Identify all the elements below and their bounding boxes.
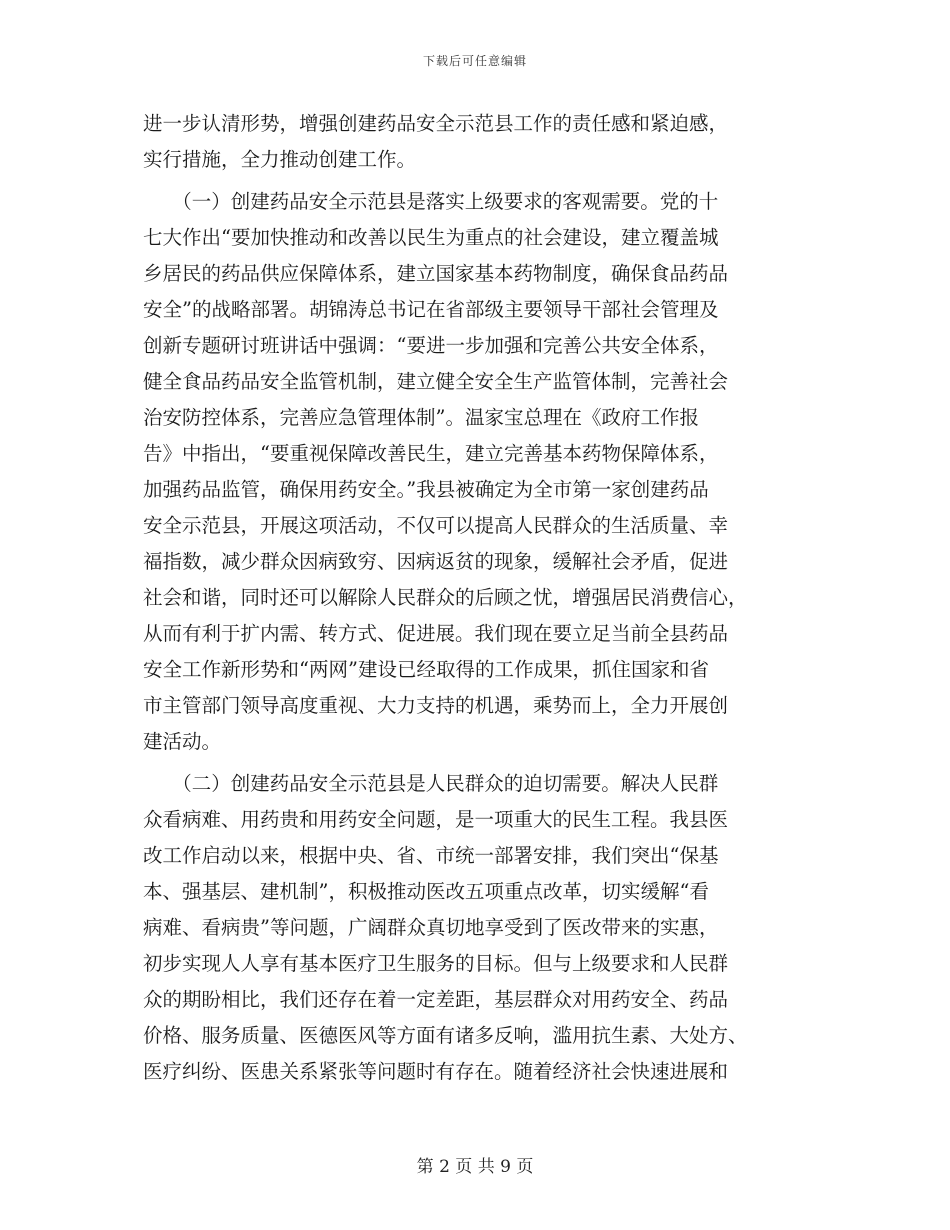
text-line: 福指数，减少群众因病致穷、因病返贫的现象，缓解社会矛盾，促进 — [143, 550, 729, 573]
text-line: 加强药品监管，确保用药安全。”我县被确定为全市第一家创建药品 — [143, 478, 709, 501]
text-line: 众的期盼相比，我们还存在着一定差距，基层群众对用药安全、药品 — [143, 988, 729, 1011]
text-line: （二）创建药品安全示范县是人民群众的迫切需要。解决人民群 — [143, 772, 719, 795]
text-line: 初步实现人人享有基本医疗卫生服务的目标。但与上级要求和人民群 — [143, 952, 729, 975]
text-line: 病难、看病贵”等问题，广阔群众真切地享受到了医改带来的实惠， — [143, 916, 719, 939]
text-line: 改工作启动以来，根据中央、省、市统一部署安排，我们突出“保基 — [143, 844, 719, 867]
paragraph-3 — [143, 766, 808, 1090]
page-number-footer: 第 2 页 共 9 页 — [416, 1157, 534, 1177]
text-line: 本、强基层、建机制”，积极推动医改五项重点改革，切实缓解“看 — [143, 880, 709, 903]
text-line: 乡居民的药品供应保障体系，建立国家基本药物制度，确保食品药品 — [143, 262, 729, 285]
text-line: 市主管部门领导高度重视、大力支持的机遇，乘势而上，全力开展创 — [143, 694, 729, 717]
text-line: 社会和谐，同时还可以解除人民群众的后顾之忧，增强居民消费信心， — [143, 586, 748, 609]
paragraph-2 — [143, 184, 808, 760]
text-line: 安全工作新形势和“两网”建设已经取得的工作成果，抓住国家和省 — [143, 658, 709, 681]
text-line: 健全食品药品安全监管机制，建立健全安全生产监管体制，完善社会 — [143, 370, 729, 393]
text-line: 进一步认清形势，增强创建药品安全示范县工作的责任感和紧迫感， — [143, 112, 729, 135]
document-body — [143, 106, 808, 1090]
text-line: 告》中指出，“要重视保障改善民生，建立完善基本药物保障体系， — [143, 442, 719, 465]
text-line: 众看病难、用药贵和用药安全问题，是一项重大的民生工程。我县医 — [143, 808, 729, 831]
page-header: 下载后可任意编辑 — [422, 54, 527, 68]
text-line: 安全”的战略部署。胡锦涛总书记在省部级主要领导干部社会管理及 — [143, 298, 719, 321]
text-line: 建活动。 — [143, 730, 222, 753]
text-line: 从而有利于扩内需、转方式、促进展。我们现在要立足当前全县药品 — [143, 622, 729, 645]
text-line: 七大作出“要加快推动和改善以民生为重点的社会建设，建立覆盖城 — [143, 226, 719, 249]
text-line: 治安防控体系，完善应急管理体制”。温家宝总理在《政府工作报 — [143, 406, 699, 429]
text-line: 创新专题研讨班讲话中强调：“要进一步加强和完善公共安全体系， — [143, 334, 719, 357]
text-line: 实行措施，全力推动创建工作。 — [143, 148, 417, 171]
text-line: 安全示范县，开展这项活动，不仅可以提高人民群众的生活质量、幸 — [143, 514, 729, 537]
paragraph-1 — [143, 106, 808, 178]
text-line: 医疗纠纷、医患关系紧张等问题时有存在。随着经济社会快速进展和 — [143, 1060, 729, 1083]
text-line: 价格、服务质量、医德医风等方面有诸多反响，滥用抗生素、大处方、 — [143, 1024, 748, 1047]
text-line: （一）创建药品安全示范县是落实上级要求的客观需要。党的十 — [143, 190, 719, 213]
